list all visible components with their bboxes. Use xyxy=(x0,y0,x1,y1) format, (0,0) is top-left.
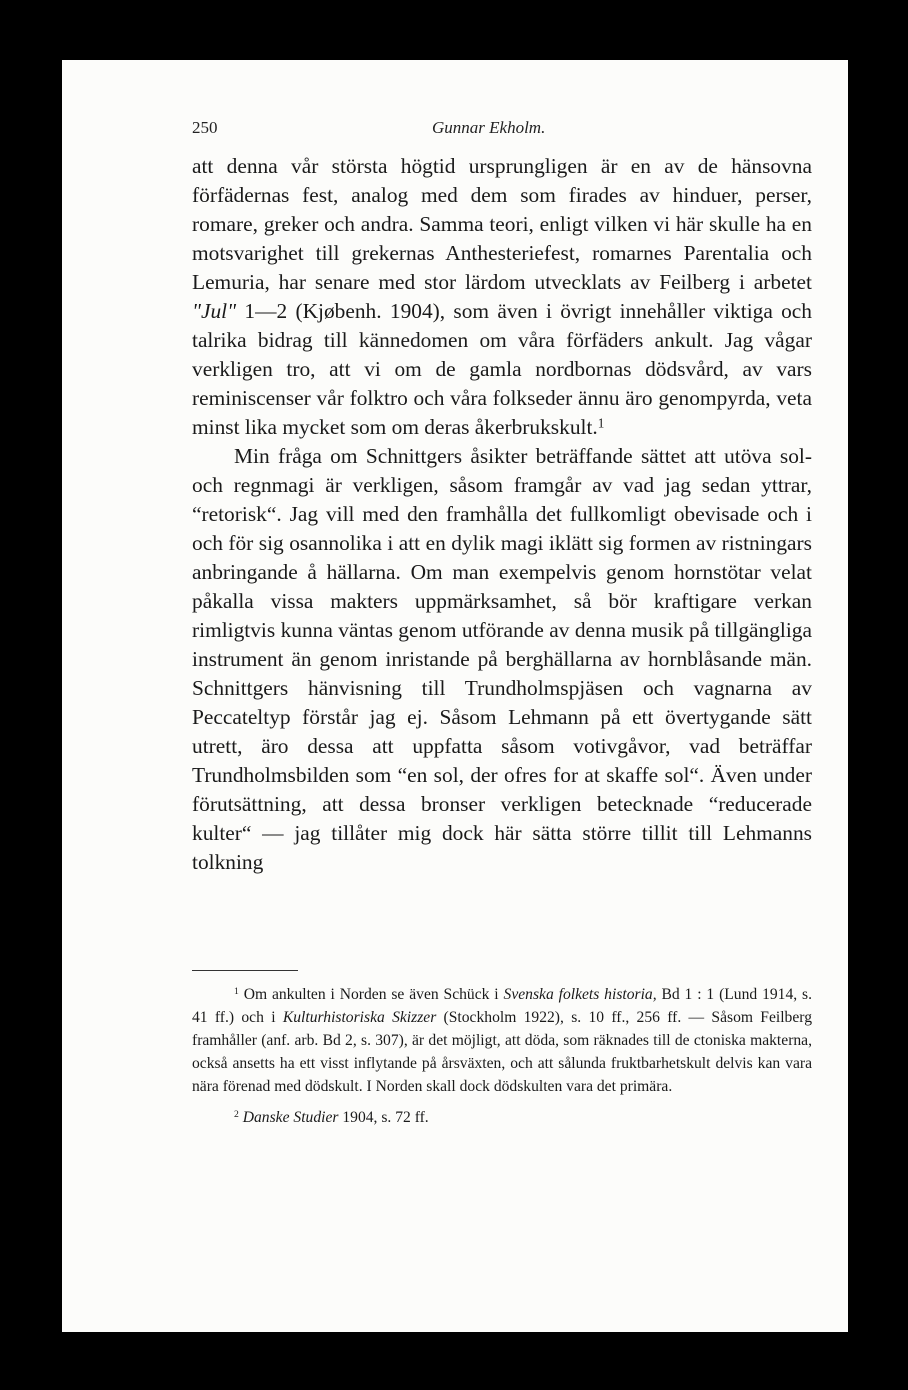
paragraph-1 xyxy=(192,152,812,442)
paragraph-2: Min fråga om Schnittgers åsikter beträffande sättet att utöva sol- och regnmagi är verkligen, såsom framgår av vad jag sedan yttrar, “retorisk“. Jag vill med den framhålla det fullkomligt obevisade och i och för sig osannolika i att en dylik magi iklätt sig formen av ristningars anbringande å hällarna. Om man exempelvis genom hornstötar velat påkalla vissa makters uppmärksamhet, så bör kraftigare verkan rimligtvis kunna väntas genom utförande av denna musik på tillgängliga instrument än genom inristande på berghällarna av hornblåsande män. Schnittgers hänvisning till Trundholmspjäsen och vagnarna av Peccateltyp förstår jag ej. Såsom Lehmann på ett övertygande sätt utrett, äro dessa att uppfatta såsom votivgåvor, vad beträffar Trundholmsbilden som “en sol, der ofres for at skaffe sol“. Även under förutsättning, att dessa bronser verkligen betecknade “reducerade kulter“ — jag tillåter mig dock här sätta större tillit till Lehmanns tolkning xyxy=(192,444,812,874)
footnote-1-text-c: (Stockholm 1922), s. 10 ff., 256 ff. — Såsom Feilberg framhåller (anf. arb. Bd 2, s. 307), är det möjligt, att döda, som räknades till de ctoniska makterna, också ansetts ha ett visst inflytande på årsväxten, och att sålunda fruktbarhetskult delvis kan vara nära förenad med dödskult. I Norden skall dock dödskulten vara det primära. xyxy=(192,1009,812,1095)
page-number: 250 xyxy=(192,118,218,137)
footnotes xyxy=(192,983,812,1129)
footnote-2-text: 1904, s. 72 ff. xyxy=(338,1109,429,1126)
page-header xyxy=(192,118,822,142)
footnote-rule xyxy=(192,970,298,971)
footnote-2 xyxy=(192,1106,812,1129)
paragraph-1-text-a: att denna vår största högtid ursprungligen är en av de hänsovna förfädernas fest, analog med dem som firades av hinduer, perser, romare, greker och andra. Samma teori, enligt vilken vi här skulle ha en motsvarighet till grekernas Anthesteriefest, romarnes Parentalia och Lemuria, har senare med stor lärdom utvecklats av Feilberg i arbetet xyxy=(192,154,812,294)
footnote-1 xyxy=(192,983,812,1098)
paragraph-1-text-b: 1—2 (Kjøbenh. 1904), som även i övrigt innehåller viktiga och talrika bidrag till kännedomen om våra förfäders ankult. Jag vågar verkligen tro, att vi om de gamla nordbornas dödsvård, av vars reminiscenser vår folktro och våra folkseder ännu äro genompyrda, veta minst lika mycket som om deras åkerbrukskult. xyxy=(192,299,812,439)
footnote-2-title: Danske Studier xyxy=(242,1109,339,1126)
body-text xyxy=(192,152,812,877)
footnote-1-title-1: Svenska folkets historia, xyxy=(503,986,657,1003)
footnote-1-title-2: Kulturhistoriska Skizzer xyxy=(282,1009,437,1026)
footnote-1-number: 1 xyxy=(234,986,239,998)
footnote-1-text-b: Bd 1 : 1 (Lund 1914, s. 41 ff.) och i xyxy=(192,986,812,1026)
running-head: Gunnar Ekholm. xyxy=(432,118,546,137)
footnote-ref-1: 1 xyxy=(597,415,605,431)
book-title-jul: "Jul" xyxy=(192,299,237,323)
footnote-2-number: 2 xyxy=(234,1109,239,1121)
footnote-1-text-a: Om ankulten i Norden se även Schück i xyxy=(238,986,504,1003)
